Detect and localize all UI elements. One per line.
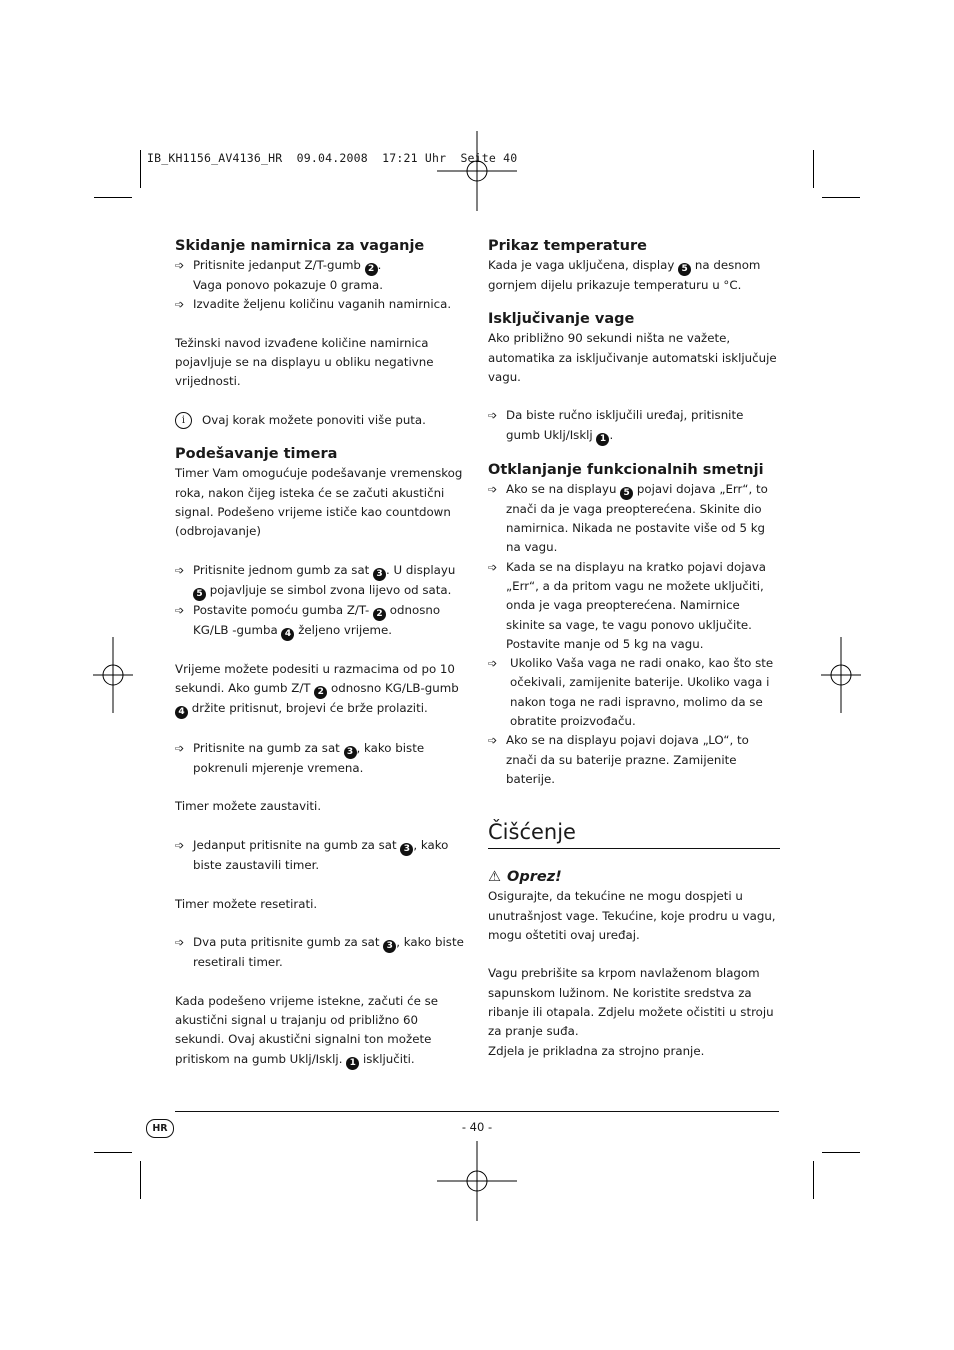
list-item: ➩ Ukoliko Vaša vaga ne radi onako, kao što ste očekivali, zamijenite baterije. Ukoliko vaga i nakon toga ne radi ispravno, molimo da se obratite proizvođaču. [488,656,774,729]
paragraph: Kada podešeno vrijeme istekne, začuti će se akustični signal u trajanju od približno 60 sekundi. Ovaj akustični signalni ton možete pritiskom na gumb Uklj/Isklj. 1 isključiti. [175,993,438,1068]
list-item: ➩ Postavite pomoću gumba Z/T- 2 odnosno KG/LB -gumba 4 željeno vrijeme. [175,602,441,639]
crop-mark [94,1152,132,1153]
crop-mark [140,1161,141,1199]
list-item: ➩ Pritisnite jedanput Z/T-gumb 2 . Vaga ponovo pokazuje 0 grama. [175,258,384,292]
info-icon: i [175,412,192,429]
arrow-right-icon: ➩ [175,298,185,312]
number-badge: 3 [383,940,396,953]
number-badge: 2 [373,608,386,621]
number-badge: 5 [620,487,633,500]
list-item: ➩ Ako se na displayu 5 pojavi dojava „Err“, to znači da je vaga preopterećena. Skinite dio namirnica. Nikada ne postavite više od 5 kg na vagu. [488,481,768,555]
left-column [175,236,467,1070]
page-number: - 40 - [461,1120,493,1134]
registration-mark-icon [437,1141,517,1221]
footer-rule [175,1111,779,1112]
list-item: ➩ Pritisnite na gumb za sat 3 , kako biste pokrenuli mjerenje vremena. [175,740,425,775]
number-badge: 2 [314,686,327,699]
warning-triangle-icon: ⚠ [488,869,501,886]
chapter-title: Čišćenje [488,819,780,849]
registration-mark-icon [437,131,517,211]
arrow-right-icon: ➩ [488,560,498,574]
list-item: ➩ Da biste ručno isključili uređaj, pritisnite gumb Uklj/Isklj 1 . [488,408,744,444]
crop-mark [140,150,141,188]
number-badge: 5 [678,263,691,276]
arrow-right-icon: ➩ [175,563,185,577]
paragraph: Osigurajte, da tekućine ne mogu dospjeti u unutrašnjost vage. Tekućine, koje prodru u vagu, mogu oštetiti ovaj uređaj. [488,889,776,942]
crop-mark [813,150,814,188]
arrow-right-icon: ➩ [488,482,498,496]
paragraph: Timer možete resetirati. [175,896,318,911]
paragraph: Timer Vam omogućuje podešavanje vremenskog roka, nakon čijeg isteka će se začuti akustični signal. Podešeno vrijeme ističe kao countdown (odbrojavanje) [175,466,463,539]
info-note: i Ovaj korak možete ponoviti više puta. [175,411,467,430]
language-badge: HR [146,1119,174,1138]
warning-heading: ⚠ Oprez! [488,869,562,886]
section-title: Skidanje namirnica za vaganje [175,238,425,254]
number-badge: 3 [400,843,413,856]
paragraph: Vagu prebrišite sa krpom navlaženom blagom sapunskom lužinom. Ne koristite sredstva za ribanje ili otapala. Zdjelu možete očistiti u stroju za pranje suđa. [488,966,774,1039]
number-badge: 1 [346,1057,359,1070]
paragraph: Zdjela je prikladna za strojno pranje. [488,1043,705,1058]
crop-mark [94,197,132,198]
list-item: ➩ Kada se na displayu na kratko pojavi dojava „Err“, a da pritom vagu ne možete uključiti, onda je vaga preopterećena. Namirnice skinite sa vage, te vagu ponovo uključite. Postavite manje od 5 kg na vagu. [488,559,766,651]
section-title: Podešavanje timera [175,446,338,463]
list-item: ➩ Jedanput pritisnite na gumb za sat 3 , kako biste zaustavili timer. [175,837,449,872]
number-badge: 4 [281,628,294,641]
list-item: ➩ Pritisnite jednom gumb za sat 3 . U displayu 5 pojavljuje se simbol zvona lijevo od sata. [175,562,456,599]
list-item: ➩ Ako se na displayu pojavi dojava „LO“, to znači da su baterije prazne. Zamijenite baterije. [488,733,749,786]
arrow-right-icon: ➩ [488,657,498,671]
number-badge: 4 [175,706,188,719]
arrow-right-icon: ➩ [175,741,185,755]
arrow-right-icon: ➩ [488,734,498,748]
crop-mark [822,197,860,198]
arrow-right-icon: ➩ [488,409,498,423]
number-badge: 2 [365,263,378,276]
arrow-right-icon: ➩ [175,603,185,617]
section-title: Isključivanje vage [488,311,635,328]
section-title: Otklanjanje funkcionalnih smetnji [488,461,764,478]
arrow-right-icon: ➩ [175,838,185,852]
number-badge: 3 [344,746,357,759]
right-column [488,236,780,1061]
arrow-right-icon: ➩ [175,936,185,950]
registration-mark-icon [821,637,861,713]
number-badge: 3 [373,568,386,581]
number-badge: 5 [193,588,206,601]
paragraph: Timer možete zaustaviti. [175,799,322,814]
print-slug: IB_KH1156_AV4136_HR 09.04.2008 17:21 Uhr Seite 40 [147,151,518,165]
crop-mark [813,1161,814,1199]
registration-mark-icon [93,637,133,713]
paragraph: Vrijeme možete podesiti u razmacima od po 10 sekundi. Ako gumb Z/T 2 odnosno KG/LB-gumb 4 držite pritisnut, brojevi će brže prolaziti. [175,662,459,718]
list-item: ➩ Izvadite željenu količinu vaganih namirnica. [175,295,467,314]
crop-mark [822,1152,860,1153]
arrow-right-icon: ➩ [175,259,185,272]
paragraph: Ako približno 90 sekundi ništa ne važete, automatika za isključivanje automatski isključuje vagu. [488,331,777,384]
paragraph: Kada je vaga uključena, display 5 na desnom gornjem dijelu prikazuje temperaturu u °C. [488,258,761,292]
section-title: Prikaz temperature [488,238,647,254]
number-badge: 1 [596,433,609,446]
paragraph: Težinski navod izvađene količine namirnica pojavljuje se na displayu u obliku negativne vrijednosti. [175,335,434,389]
list-item: ➩ Dva puta pritisnite gumb za sat 3 , kako biste resetirali timer. [175,935,464,970]
